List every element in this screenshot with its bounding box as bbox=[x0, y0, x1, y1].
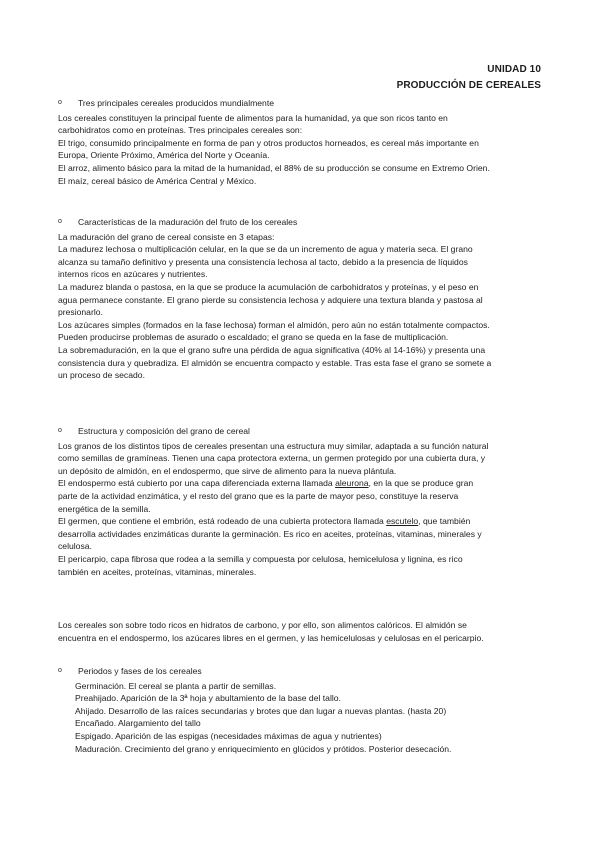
text-line: Pueden producirse problemas de asurado o escaldado; el grano se queda en la fase de multiplicación. bbox=[58, 332, 449, 343]
text-line: El pericarpio, capa fibrosa que rodea a la semilla y compuesta por celulosa, hemicelulosa y lignina, es rico bbox=[58, 553, 463, 564]
text-line: un proceso de secado. bbox=[58, 370, 145, 381]
bullet-icon: o bbox=[58, 667, 62, 674]
phase-item: Encañado. Alargamiento del tallo bbox=[75, 718, 201, 729]
text-line: Europa, Oriente Próximo, América del Norte y Oceanía. bbox=[58, 150, 270, 161]
section-periods-phases bbox=[58, 665, 544, 755]
text-line: energética de la semilla. bbox=[58, 503, 151, 514]
text-line: El trigo, consumido principalmente en forma de pan y otros productos horneados, es cereal más importante en bbox=[58, 137, 479, 148]
text-line: Los cereales son sobre todo ricos en hidratos de carbono, y por ello, son alimentos calóricos. El almidón se bbox=[58, 620, 467, 630]
section-heading-text: Periodos y fases de los cereales bbox=[78, 666, 202, 676]
bullet-icon: o bbox=[58, 427, 62, 434]
text-fragment: , en la que se produce gran bbox=[368, 478, 474, 489]
text-line: parte de la actividad enzimática, y el resto del grano que es la parte de mayor peso, constituye la reserva bbox=[58, 490, 459, 501]
text-line: carbohidratos como en proteínas. Tres principales cereales son: bbox=[58, 125, 303, 136]
text-line: consistencia dura y quebradiza. El almidón se encuentra compacto y estable. Tras esta fase el grano se somete a bbox=[58, 357, 492, 368]
text-line: como semillas de gramíneas. Tienen una capa protectora externa, un germen protegido por una cubierta dura, y bbox=[58, 453, 486, 464]
text-line: La madurez lechosa o multiplicación celular, en la que se da un incremento de agua y materia seca. El grano bbox=[58, 244, 473, 255]
text-fragment: El endospermo está cubierto por una capa diferenciada externa llamada bbox=[58, 478, 336, 489]
text-line: desarrolla actividades enzimáticas durante la germinación. Es rico en aceites, proteínas, vitaminas, minerales y bbox=[58, 528, 482, 539]
text-line: La madurez blanda o pastosa, en la que se produce la acumulación de carbohidratos y proteínas, y el peso en bbox=[58, 281, 479, 292]
text-line: también en aceites, proteínas, vitaminas, minerales. bbox=[58, 566, 257, 577]
text-line: Los cereales constituyen la principal fuente de alimentos para la humanidad, ya que son ricos tanto en bbox=[58, 112, 448, 123]
bullet-icon: o bbox=[58, 99, 62, 106]
text-line: alcanza su tamaño definitivo y presenta una consistencia lechosa al tacto, debido a la presencia de líquidos bbox=[58, 256, 468, 267]
text-fragment: El germen, que contiene el embrión, está rodeado de una cubierta protectora llamada bbox=[58, 516, 387, 527]
text-line: El arroz, alimento básico para la mitad de la humanidad, el 88% de su producción se consume en Extremo Orien. bbox=[58, 162, 490, 173]
text-line: encuentra en el endospermo, los azúcares libres en el germen, y las hemicelulosas y celulosas en el pericarpio. bbox=[58, 632, 484, 643]
section-grain-structure bbox=[58, 425, 544, 578]
term-escutelo: escutelo bbox=[386, 516, 419, 527]
section-heading bbox=[58, 97, 544, 110]
phase-item: Preahijado. Aparición de la 3ª hoja y abultamiento de la base del tallo. bbox=[75, 693, 341, 704]
unit-number: UNIDAD 10 bbox=[487, 64, 541, 75]
text-line-aleurona bbox=[58, 477, 544, 490]
text-line: presionarlo. bbox=[58, 307, 103, 318]
bullet-icon: o bbox=[58, 218, 62, 225]
section-heading bbox=[58, 665, 544, 678]
text-fragment: , que también bbox=[418, 516, 471, 527]
text-line: agua permanece constante. El grano pierde su consistencia lechosa y adquiere una textura blanda y pastosa al bbox=[58, 294, 483, 305]
text-line: Los azúcares simples (formados en la fase lechosa) forman el almidón, pero aún no están totalmente compactos. bbox=[58, 319, 490, 330]
term-aleurona: aleurona bbox=[335, 478, 369, 489]
section-heading-text: Estructura y composición del grano de cereal bbox=[78, 426, 250, 436]
text-line: La maduración del grano de cereal consiste en 3 etapas: bbox=[58, 231, 275, 242]
document-title: PRODUCCIÓN DE CEREALES bbox=[396, 80, 541, 91]
section-heading-text: Tres principales cereales producidos mundialmente bbox=[78, 98, 275, 108]
section-heading-text: Características de la maduración del fruto de los cereales bbox=[78, 217, 298, 227]
phase-item: Espigado. Aparición de las espigas (necesidades máximas de agua y nutrientes) bbox=[75, 730, 382, 741]
text-line-escutelo bbox=[58, 515, 544, 528]
section-main-cereals bbox=[58, 97, 544, 187]
phase-item: Ahijado. Desarrollo de las raíces secundarias y brotes que dan lugar a nuevas plantas. (hasta 20) bbox=[75, 705, 447, 716]
text-line: un depósito de almidón, en el endospermo, que sirve de alimento para la nueva plántula. bbox=[58, 465, 397, 476]
phase-item: Germinación. El cereal se planta a partir de semillas. bbox=[75, 680, 277, 691]
phase-item: Maduración. Crecimiento del grano y enriquecimiento en glúcidos y prótidos. Posterior desecación. bbox=[75, 743, 452, 754]
text-line: El maíz, cereal básico de América Central y México. bbox=[58, 175, 257, 186]
text-line: internos ricos en azúcares y nutrientes. bbox=[58, 269, 208, 280]
section-maturation bbox=[58, 216, 544, 382]
text-line: La sobremaduración, en la que el grano sufre una pérdida de agua significativa (40% al 14-16%) y presenta una bbox=[58, 344, 486, 355]
section-heading bbox=[58, 425, 544, 438]
paragraph-carbohydrates bbox=[58, 619, 544, 644]
text-line: Los granos de los distintos tipos de cereales presentan una estructura muy similar, adaptada a su función natural bbox=[58, 440, 489, 451]
text-line: celulosa. bbox=[58, 541, 92, 552]
section-heading bbox=[58, 216, 544, 229]
